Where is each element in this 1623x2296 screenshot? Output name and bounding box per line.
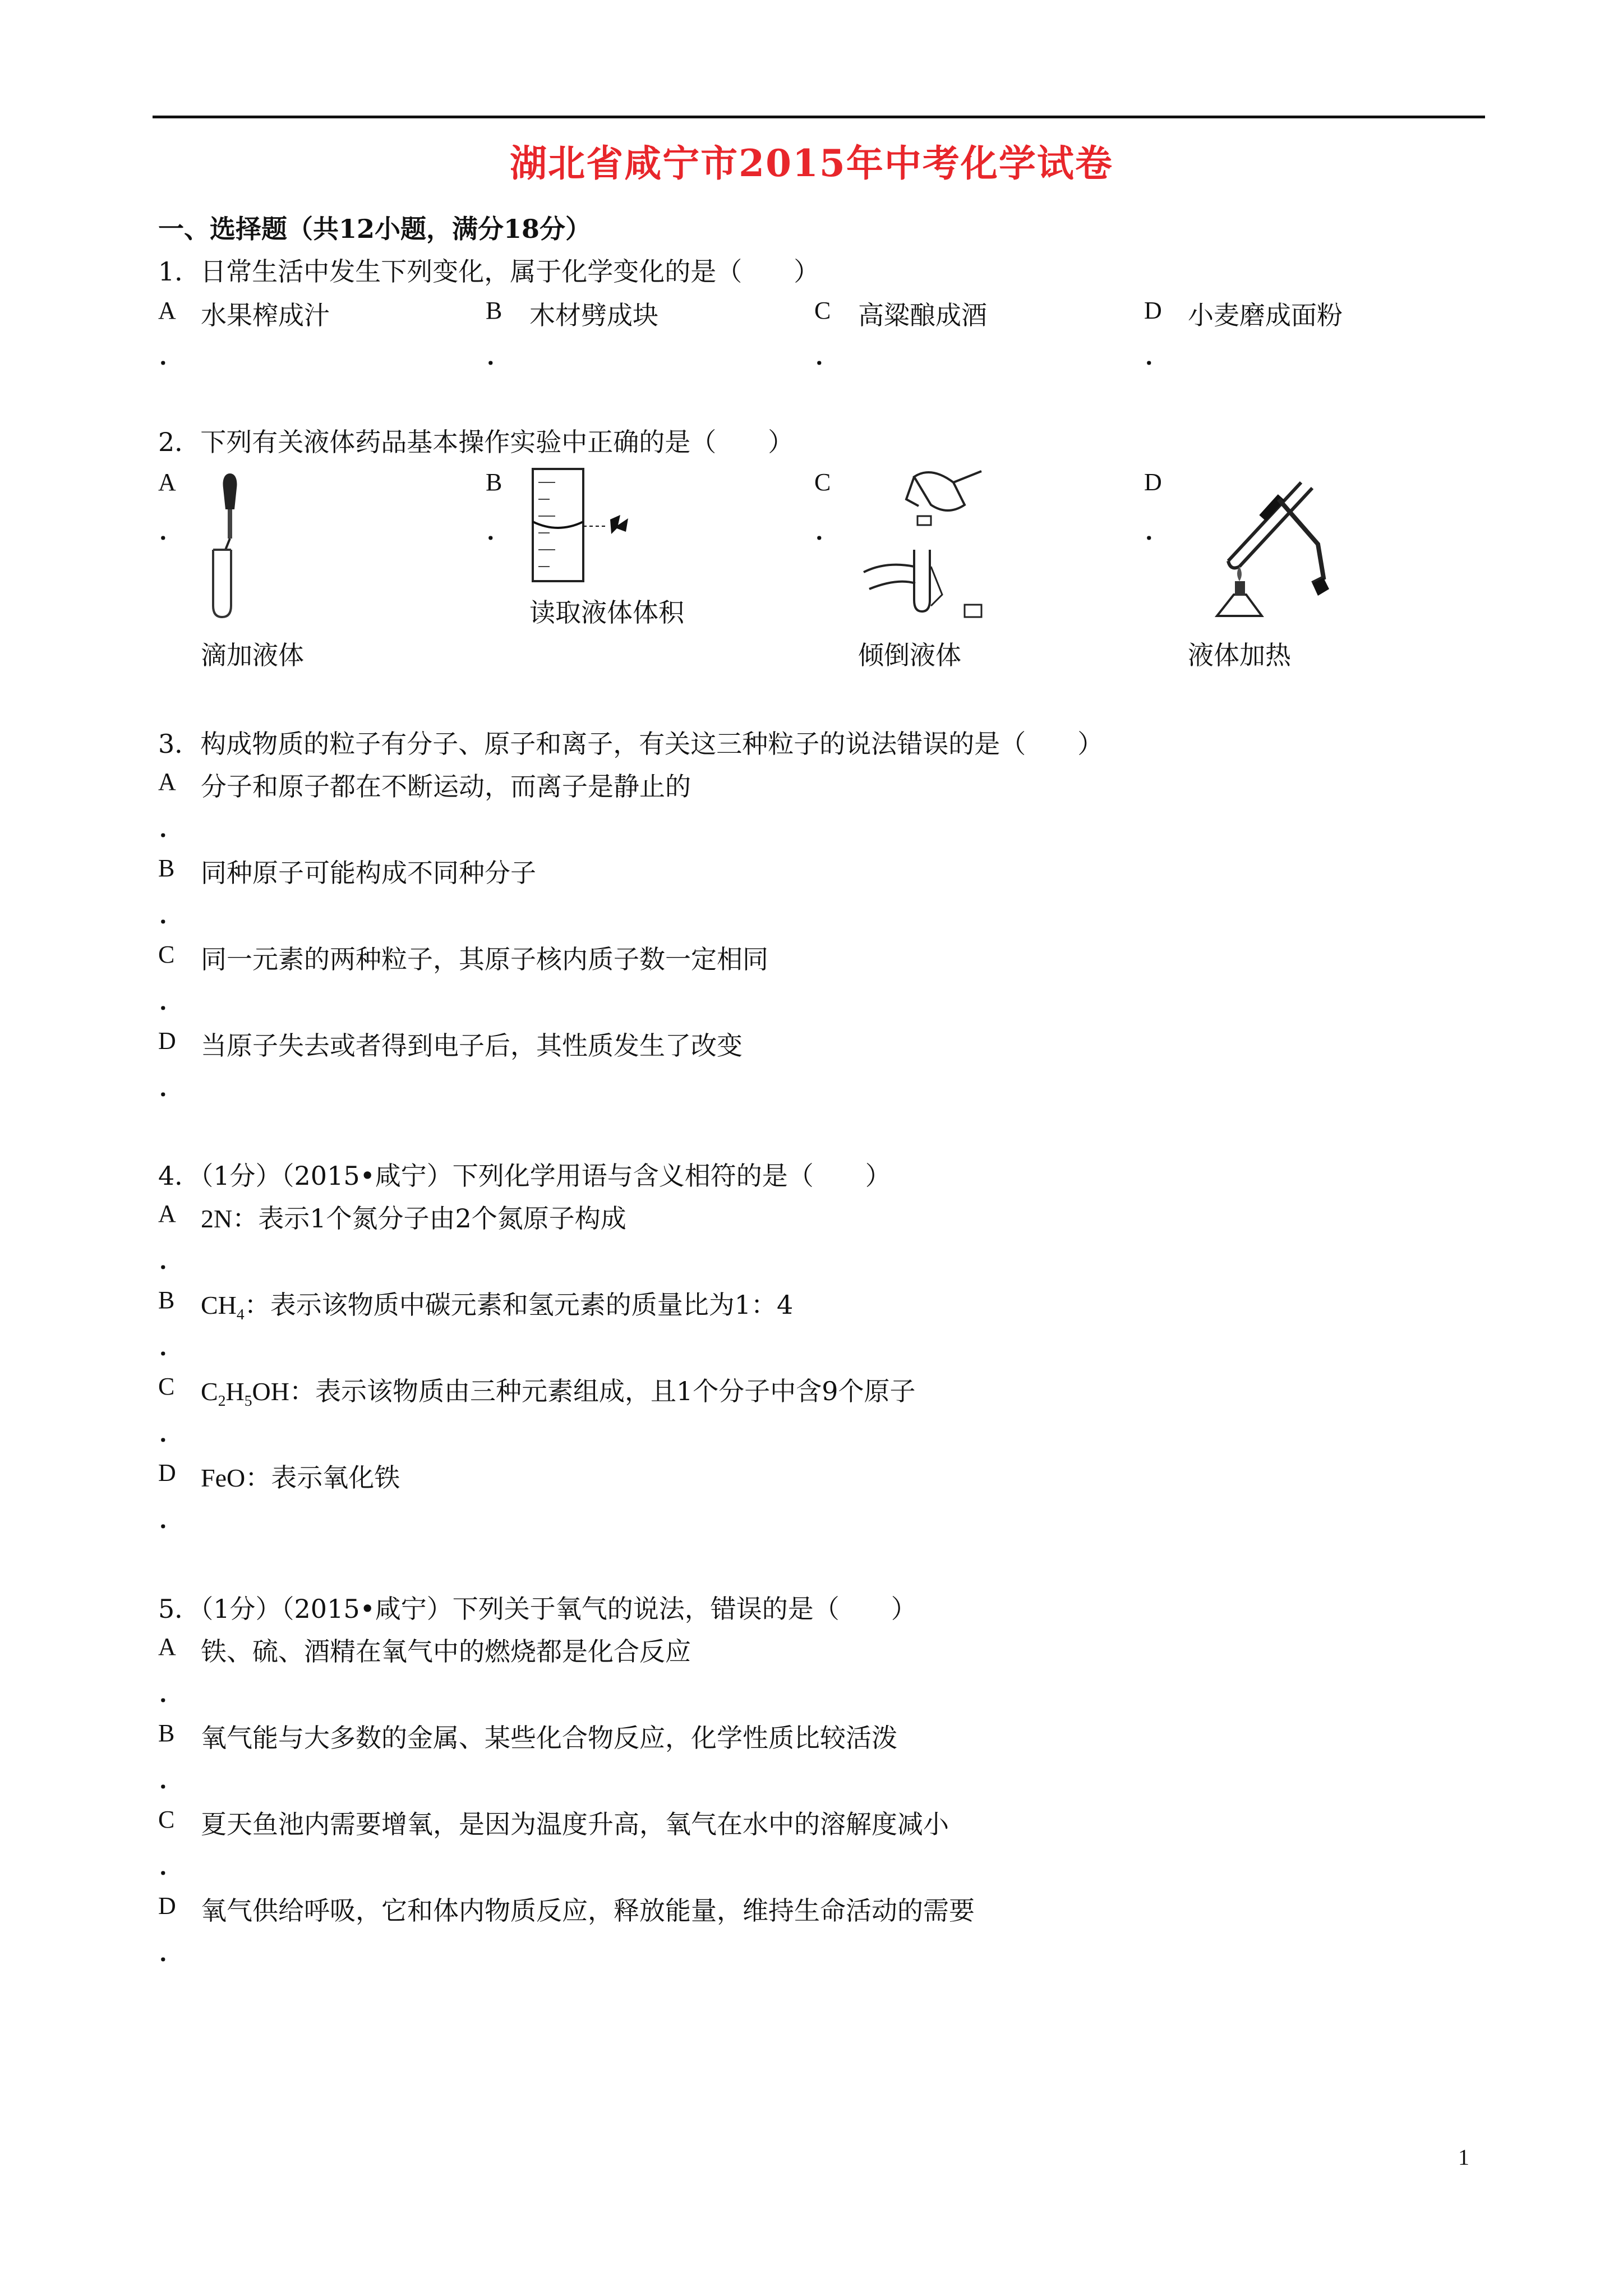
q2-option-a-letter: A [158, 468, 176, 496]
q4-option-b-formula [201, 1291, 245, 1323]
q5-option-c-text: 夏天鱼池内需要增氧，是因为温度升高，氧气在水中的溶解度减小 [201, 1809, 949, 1839]
graduated-cylinder-eye-icon [522, 466, 645, 589]
dropper-test-tube-icon [196, 466, 264, 623]
q1-option-a-text: 水果榨成汁 [201, 300, 330, 330]
q1-option-c-letter: C [814, 297, 831, 324]
formula-subscript: 5 [244, 1392, 252, 1410]
q3-option-c-dot: ． [159, 987, 184, 1015]
q1-option-a-dot: ． [159, 342, 184, 370]
page-number: 1 [1458, 2145, 1469, 2170]
page-title: 湖北省咸宁市2015年中考化学试卷 [510, 141, 1113, 185]
q3-option-d-text: 当原子失去或者得到电子后，其性质发生了改变 [201, 1030, 743, 1061]
question-2-stem: 2．下列有关液体药品基本操作实验中正确的是（ ） [158, 427, 794, 457]
q4-option-b-meaning: ：表示该物质中碳元素和氢元素的质量比为1：4 [244, 1290, 794, 1320]
q1-option-b-dot: ． [487, 342, 511, 370]
q4-option-b-letter: B [158, 1286, 175, 1314]
q2-option-c-dot: ． [815, 517, 840, 545]
q4-option-b-text [201, 1285, 793, 1323]
q2-option-d-dot: ． [1145, 517, 1170, 545]
q2-option-a-dot: ． [159, 517, 184, 545]
q1-option-c-text: 高粱酿成酒 [858, 300, 987, 330]
q2-option-c-caption: 倾倒液体 [858, 640, 961, 670]
formula-part: OH [252, 1377, 289, 1406]
formula-part: H [225, 1377, 245, 1406]
q2-option-b-letter: B [486, 468, 502, 496]
q3-option-a-text: 分子和原子都在不断运动，而离子是静止的 [201, 771, 691, 802]
q5-option-d-text: 氧气供给呼吸，它和体内物质反应，释放能量，维持生命活动的需要 [201, 1895, 975, 1926]
q3-option-b-letter: B [158, 854, 175, 882]
question-3-stem: 3．构成物质的粒子有分子、原子和离子，有关这三种粒子的说法错误的是（ ） [158, 729, 1104, 759]
q3-option-b-dot: ． [159, 900, 184, 929]
q2-option-a-caption: 滴加液体 [201, 640, 304, 670]
pouring-liquid-icon [852, 466, 998, 628]
q4-option-a-formula: 2N [201, 1204, 233, 1233]
q4-option-c-meaning: ：表示该物质由三种元素组成，且1个分子中含9个原子 [289, 1376, 916, 1406]
q5-option-a-dot: ． [159, 1679, 184, 1708]
question-4-stem: 4．（1分）（2015•咸宁）下列化学用语与含义相符的是（ ） [158, 1161, 891, 1191]
q5-option-c-dot: ． [159, 1852, 184, 1880]
q2-option-c-letter: C [814, 468, 831, 496]
q4-option-c-letter: C [158, 1373, 175, 1400]
q4-option-b-formula-sub: 4 [236, 1305, 245, 1323]
section-heading: 一、选择题（共12小题，满分18分） [158, 214, 592, 244]
formula-part: C [201, 1377, 218, 1406]
q4-option-c-dot: ． [159, 1419, 184, 1447]
q3-option-a-dot: ． [159, 814, 184, 843]
q5-option-a-text: 铁、硫、酒精在氧气中的燃烧都是化合反应 [201, 1636, 691, 1667]
q3-option-d-letter: D [158, 1027, 176, 1055]
q3-option-b-text: 同种原子可能构成不同种分子 [201, 858, 536, 888]
question-1-stem: 1．日常生活中发生下列变化，属于化学变化的是（ ） [158, 256, 820, 287]
q1-option-b-letter: B [486, 297, 502, 324]
q1-option-d-dot: ． [1145, 342, 1170, 370]
q5-option-c-letter: C [158, 1806, 175, 1833]
q4-option-a-meaning: ：表示1个氮分子由2个氮原子构成 [232, 1203, 626, 1234]
q1-option-b-text: 木材劈成块 [529, 300, 658, 330]
question-5-stem: 5．（1分）（2015•咸宁）下列关于氧气的说法，错误的是（ ） [158, 1594, 917, 1624]
q4-option-c-formula [201, 1377, 289, 1410]
formula-subscript: 2 [218, 1392, 226, 1410]
q4-option-a-text [201, 1198, 626, 1235]
q5-option-a-letter: A [158, 1633, 176, 1660]
q4-option-b-dot: ． [159, 1332, 184, 1361]
q3-option-c-letter: C [158, 941, 175, 968]
q2-option-d-caption: 液体加热 [1188, 640, 1291, 670]
q1-option-d-text: 小麦磨成面粉 [1188, 300, 1343, 330]
q1-option-a-letter: A [158, 297, 176, 324]
q1-option-c-dot: ． [815, 342, 840, 370]
q2-option-d-letter: D [1144, 468, 1162, 496]
q5-option-d-dot: ． [159, 1938, 184, 1967]
q4-option-a-dot: ． [159, 1246, 184, 1274]
q2-option-b-caption: 读取液体体积 [529, 597, 684, 628]
q4-option-d-text [201, 1457, 400, 1494]
q5-option-b-text: 氧气能与大多数的金属、某些化合物反应，化学性质比较活泼 [201, 1723, 897, 1753]
q3-option-d-dot: ． [159, 1073, 184, 1102]
q4-option-b-formula-main: CH [201, 1291, 237, 1319]
q4-option-d-formula: FeO [201, 1464, 246, 1492]
q4-option-d-letter: D [158, 1459, 176, 1487]
q4-option-d-meaning: ：表示氧化铁 [245, 1462, 400, 1493]
q4-option-a-letter: A [158, 1200, 176, 1227]
header-rule [153, 116, 1485, 118]
heating-test-tube-icon [1183, 466, 1346, 623]
q5-option-b-dot: ． [159, 1765, 184, 1794]
q5-option-d-letter: D [158, 1892, 176, 1920]
q2-option-b-dot: ． [487, 517, 511, 545]
q3-option-a-letter: A [158, 768, 176, 795]
q4-option-c-text [201, 1371, 916, 1410]
q1-option-d-letter: D [1144, 297, 1162, 324]
q3-option-c-text: 同一元素的两种粒子，其原子核内质子数一定相同 [201, 944, 768, 974]
q5-option-b-letter: B [158, 1719, 175, 1747]
q4-option-d-dot: ． [159, 1505, 184, 1534]
